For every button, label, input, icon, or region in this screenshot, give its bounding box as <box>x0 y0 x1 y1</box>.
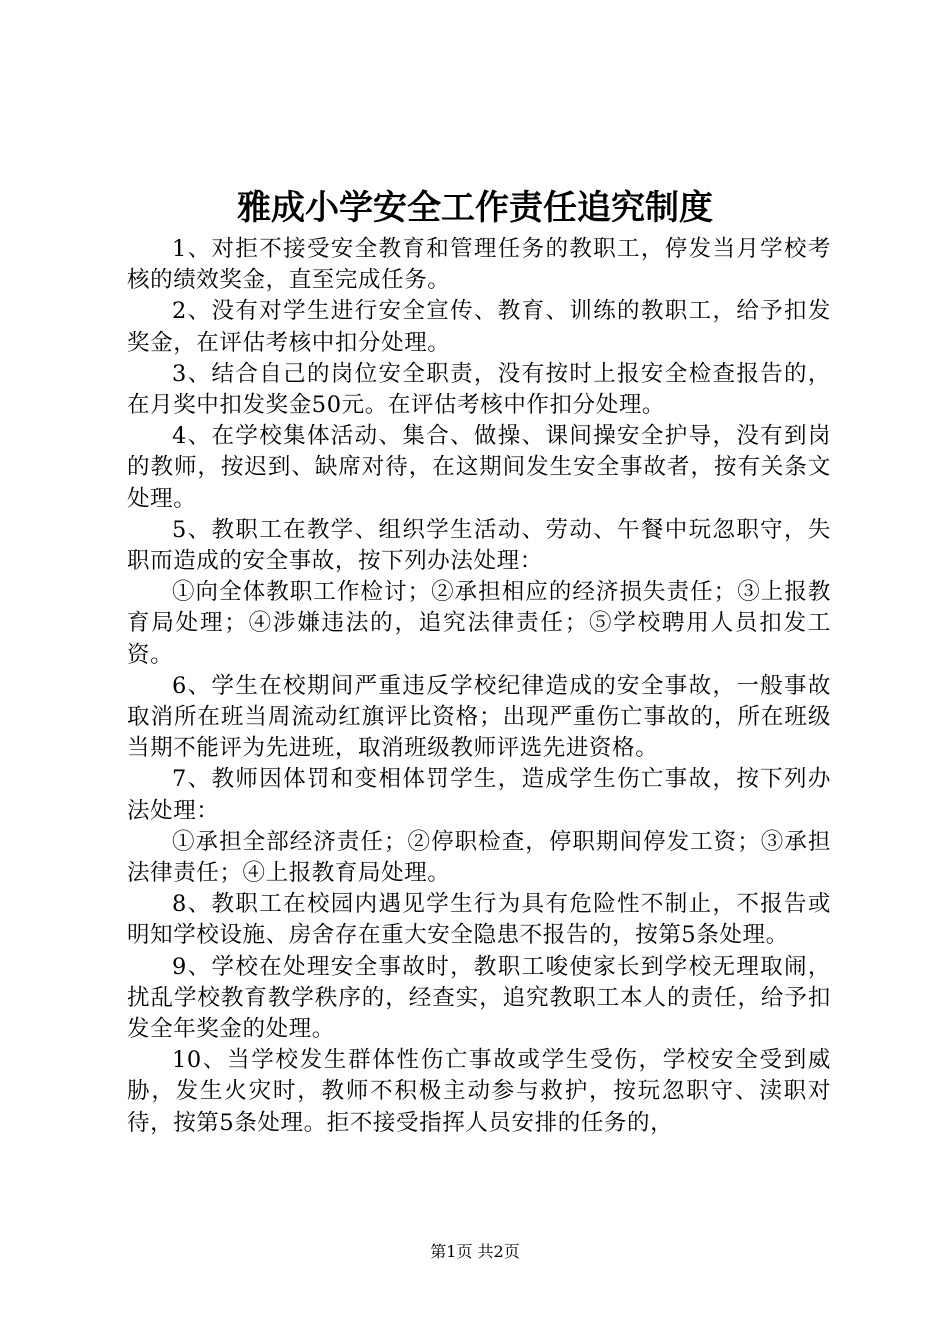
page-number-footer: 第1页 共2页 <box>430 1242 520 1261</box>
paragraph-8: 8、教职工在校园内遇见学生行为具有危险性不制止，不报告或明知学校设施、房舍存在重大安全隐患不报告的，按第5条处理。 <box>127 891 831 949</box>
paragraph-3: 3、结合自己的岗位安全职责，没有按时上报安全检查报告的，在月奖中扣发奖金50元。在评估考核中作扣分处理。 <box>127 360 831 419</box>
paragraph-10: 10、当学校发生群体性伤亡事故或学生受伤，学校安全受到威胁，发生火灾时，教师不积极主动参与救护，按玩忽职守、渎职对待，按第5条处理。拒不接受指挥人员安排的任务的， <box>127 1047 831 1136</box>
paragraph-4: 4、在学校集体活动、集合、做操、课间操安全护导，没有到岗的教师，按迟到、缺席对待，在这期间发生安全事故者，按有关条文处理。 <box>127 423 831 512</box>
paragraph-5-measures: ①向全体教职工作检讨；②承担相应的经济损失责任；③上报教育局处理；④涉嫌违法的，追究法律责任；⑤学校聘用人员扣发工资。 <box>127 579 831 668</box>
document-title: 雅成小学安全工作责任追究制度 <box>237 188 713 228</box>
paragraph-7: 7、教师因体罚和变相体罚学生，造成学生伤亡事故，按下列办法处理： <box>127 766 831 824</box>
paragraph-9: 9、学校在处理安全事故时，教职工唆使家长到学校无理取闹，扰乱学校教育教学秩序的，经查实，追究教职工本人的责任，给予扣发全年奖金的处理。 <box>127 953 831 1043</box>
paragraph-1: 1、对拒不接受安全教育和管理任务的教职工，停发当月学校考核的绩效奖金，直至完成任务。 <box>127 236 831 294</box>
paragraph-7-measures: ①承担全部经济责任；②停职检查，停职期间停发工资；③承担法律责任；④上报教育局处理。 <box>127 828 831 887</box>
paragraph-2: 2、没有对学生进行安全宣传、教育、训练的教职工，给予扣发奖金，在评估考核中扣分处理。 <box>127 298 831 356</box>
document-body <box>127 234 831 1139</box>
paragraph-5: 5、教职工在教学、组织学生活动、劳动、午餐中玩忽职守，失职而造成的安全事故，按下列办法处理： <box>127 516 831 575</box>
paragraph-6: 6、学生在校期间严重违反学校纪律造成的安全事故，一般事故取消所在班当周流动红旗评比资格；出现严重伤亡事故的，所在班级当期不能评为先进班，取消班级教师评选先进资格。 <box>127 672 831 762</box>
